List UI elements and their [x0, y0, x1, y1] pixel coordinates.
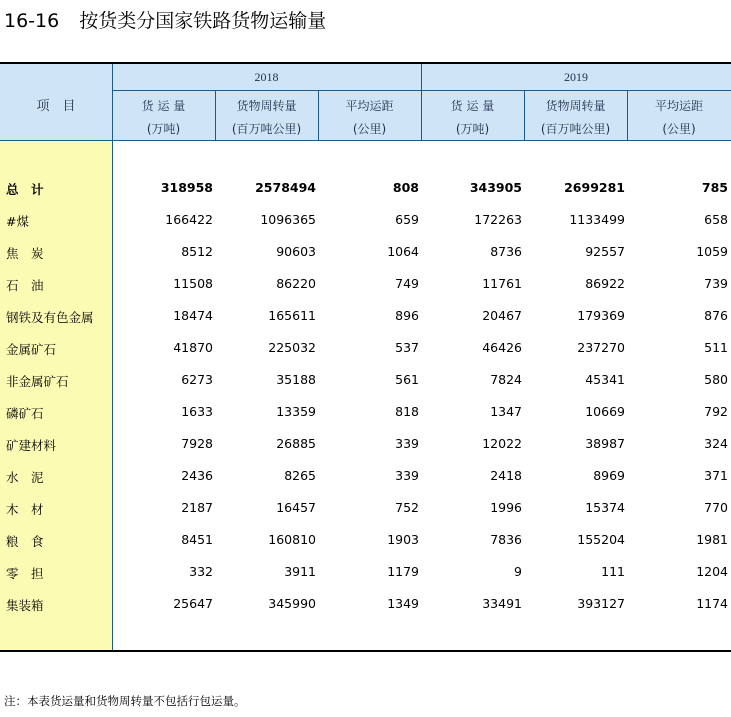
table-cell: 172263	[474, 212, 522, 227]
header-bottom-rule	[0, 140, 731, 141]
table-cell: 8512	[181, 244, 213, 259]
table-cell: 92557	[585, 244, 625, 259]
table-cell: 339	[395, 436, 419, 451]
col-turnover-2019: 货物周转量	[545, 99, 606, 113]
table-cell: 41870	[173, 340, 213, 355]
row-label: 焦 炭	[6, 246, 44, 261]
col-turnover-unit-2019: (百万吨公里)	[540, 122, 611, 136]
table-cell: 1204	[696, 564, 728, 579]
table-cell: 658	[704, 212, 728, 227]
table-cell: 7824	[490, 372, 522, 387]
col-freight-volume-2018: 货 运 量	[141, 99, 186, 113]
table-cell: 33491	[482, 596, 522, 611]
table-cell: 749	[395, 276, 419, 291]
table-cell: 86220	[276, 276, 316, 291]
table-cell: 2699281	[564, 180, 625, 195]
row-label: 非金属矿石	[6, 374, 69, 389]
table-cell: 561	[395, 372, 419, 387]
table-cell: 1996	[490, 500, 522, 515]
col-turnover-unit-2018: (百万吨公里)	[231, 122, 302, 136]
table-cell: 580	[704, 372, 728, 387]
table-cell: 225032	[268, 340, 316, 355]
col-freight-volume-2019: 货 运 量	[450, 99, 495, 113]
table-cell: 345990	[268, 596, 316, 611]
table-cell: 393127	[577, 596, 625, 611]
row-label: 木 材	[6, 502, 44, 517]
table-cell: 166422	[165, 212, 213, 227]
table-cell: 1096365	[260, 212, 316, 227]
table-cell: 38987	[585, 436, 625, 451]
col-freight-volume-unit-2018: (万吨)	[146, 122, 181, 136]
table-cell: 160810	[268, 532, 316, 547]
table-cell: 1981	[696, 532, 728, 547]
table-cell: 752	[395, 500, 419, 515]
table-cell: 1179	[387, 564, 419, 579]
table-number: 16-16	[4, 10, 60, 32]
year-2019-header: 2019	[564, 70, 588, 84]
row-label: 零 担	[6, 566, 44, 581]
table-cell: 9	[514, 564, 522, 579]
table-cell: 111	[601, 564, 625, 579]
table-cell: 90603	[276, 244, 316, 259]
table-cell: 179369	[577, 308, 625, 323]
table-cell: 808	[392, 180, 419, 195]
table-cell: 155204	[577, 532, 625, 547]
row-label: 粮 食	[6, 534, 44, 549]
year-underline	[112, 90, 731, 91]
table-cell: 1133499	[569, 212, 625, 227]
table-cell: 8969	[593, 468, 625, 483]
table-cell: 371	[704, 468, 728, 483]
table-cell: 876	[704, 308, 728, 323]
table-cell: 6273	[181, 372, 213, 387]
table-cell: 8736	[490, 244, 522, 259]
table-cell: 2578494	[255, 180, 316, 195]
table-cell: 537	[395, 340, 419, 355]
table-cell: 13359	[276, 404, 316, 419]
table-cell: 2418	[490, 468, 522, 483]
table-cell: 2187	[181, 500, 213, 515]
table-cell: 86922	[585, 276, 625, 291]
row-label: 石 油	[6, 278, 44, 293]
table-cell: 46426	[482, 340, 522, 355]
page-title	[4, 6, 326, 33]
item-header: 项 目	[36, 99, 76, 114]
table-cell: 7928	[181, 436, 213, 451]
table-cell: 11508	[173, 276, 213, 291]
table-cell: 785	[701, 180, 728, 195]
table-cell: 1349	[387, 596, 419, 611]
footnote: 注：本表货运量和货物周转量不包括行包运量。	[4, 694, 246, 708]
table-cell: 324	[704, 436, 728, 451]
table-cell: 165611	[268, 308, 316, 323]
table-cell: 1064	[387, 244, 419, 259]
table-cell: 2436	[181, 468, 213, 483]
table-cell: 20467	[482, 308, 522, 323]
table-cell: 792	[704, 404, 728, 419]
table-cell: 15374	[585, 500, 625, 515]
row-label: 矿建材料	[6, 438, 57, 453]
table-cell: 16457	[276, 500, 316, 515]
col-avg-distance-2019: 平均运距	[654, 99, 703, 113]
table-cell: 343905	[469, 180, 522, 195]
table-cell: 332	[189, 564, 213, 579]
table-title: 按货类分国家铁路货物运输量	[79, 10, 327, 32]
table-cell: 12022	[482, 436, 522, 451]
table-cell: 10669	[585, 404, 625, 419]
table-cell: 1633	[181, 404, 213, 419]
col-freight-volume-unit-2019: (万吨)	[455, 122, 490, 136]
row-label: 集装箱	[6, 598, 44, 613]
table-cell: 1903	[387, 532, 419, 547]
table-cell: 739	[704, 276, 728, 291]
table-cell: 45341	[585, 372, 625, 387]
row-label: 水 泥	[6, 470, 44, 485]
table-cell: 318958	[160, 180, 213, 195]
col-avg-distance-unit-2018: (公里)	[352, 122, 387, 136]
table-cell: 1059	[696, 244, 728, 259]
table-cell: 7836	[490, 532, 522, 547]
year-2018-header: 2018	[254, 70, 279, 84]
table-cell: 659	[395, 212, 419, 227]
table-cell: 511	[704, 340, 728, 355]
col-avg-distance-2018: 平均运距	[345, 99, 394, 113]
table-cell: 35188	[276, 372, 316, 387]
table-cell: 237270	[577, 340, 625, 355]
stub-divider	[112, 64, 113, 650]
table-cell: 3911	[284, 564, 316, 579]
table-cell: 25647	[173, 596, 213, 611]
row-label: #煤	[6, 214, 29, 229]
table-cell: 818	[395, 404, 419, 419]
row-label: 磷矿石	[6, 406, 44, 421]
table-cell: 11761	[482, 276, 522, 291]
table-cell: 1347	[490, 404, 522, 419]
table-cell: 896	[395, 308, 419, 323]
col-avg-distance-unit-2019: (公里)	[662, 122, 696, 136]
table-cell: 770	[704, 500, 728, 515]
row-label: 金属矿石	[6, 342, 57, 357]
table-cell: 8265	[284, 468, 316, 483]
table-cell: 1174	[696, 596, 728, 611]
row-label: 总 计	[6, 182, 44, 197]
table-cell: 18474	[173, 308, 213, 323]
table-cell: 8451	[181, 532, 213, 547]
top-rule	[0, 62, 731, 64]
col-turnover-2018: 货物周转量	[236, 99, 297, 113]
bottom-rule	[0, 650, 731, 652]
row-label: 钢铁及有色金属	[6, 310, 94, 325]
table-cell: 26885	[276, 436, 316, 451]
table-cell: 339	[395, 468, 419, 483]
